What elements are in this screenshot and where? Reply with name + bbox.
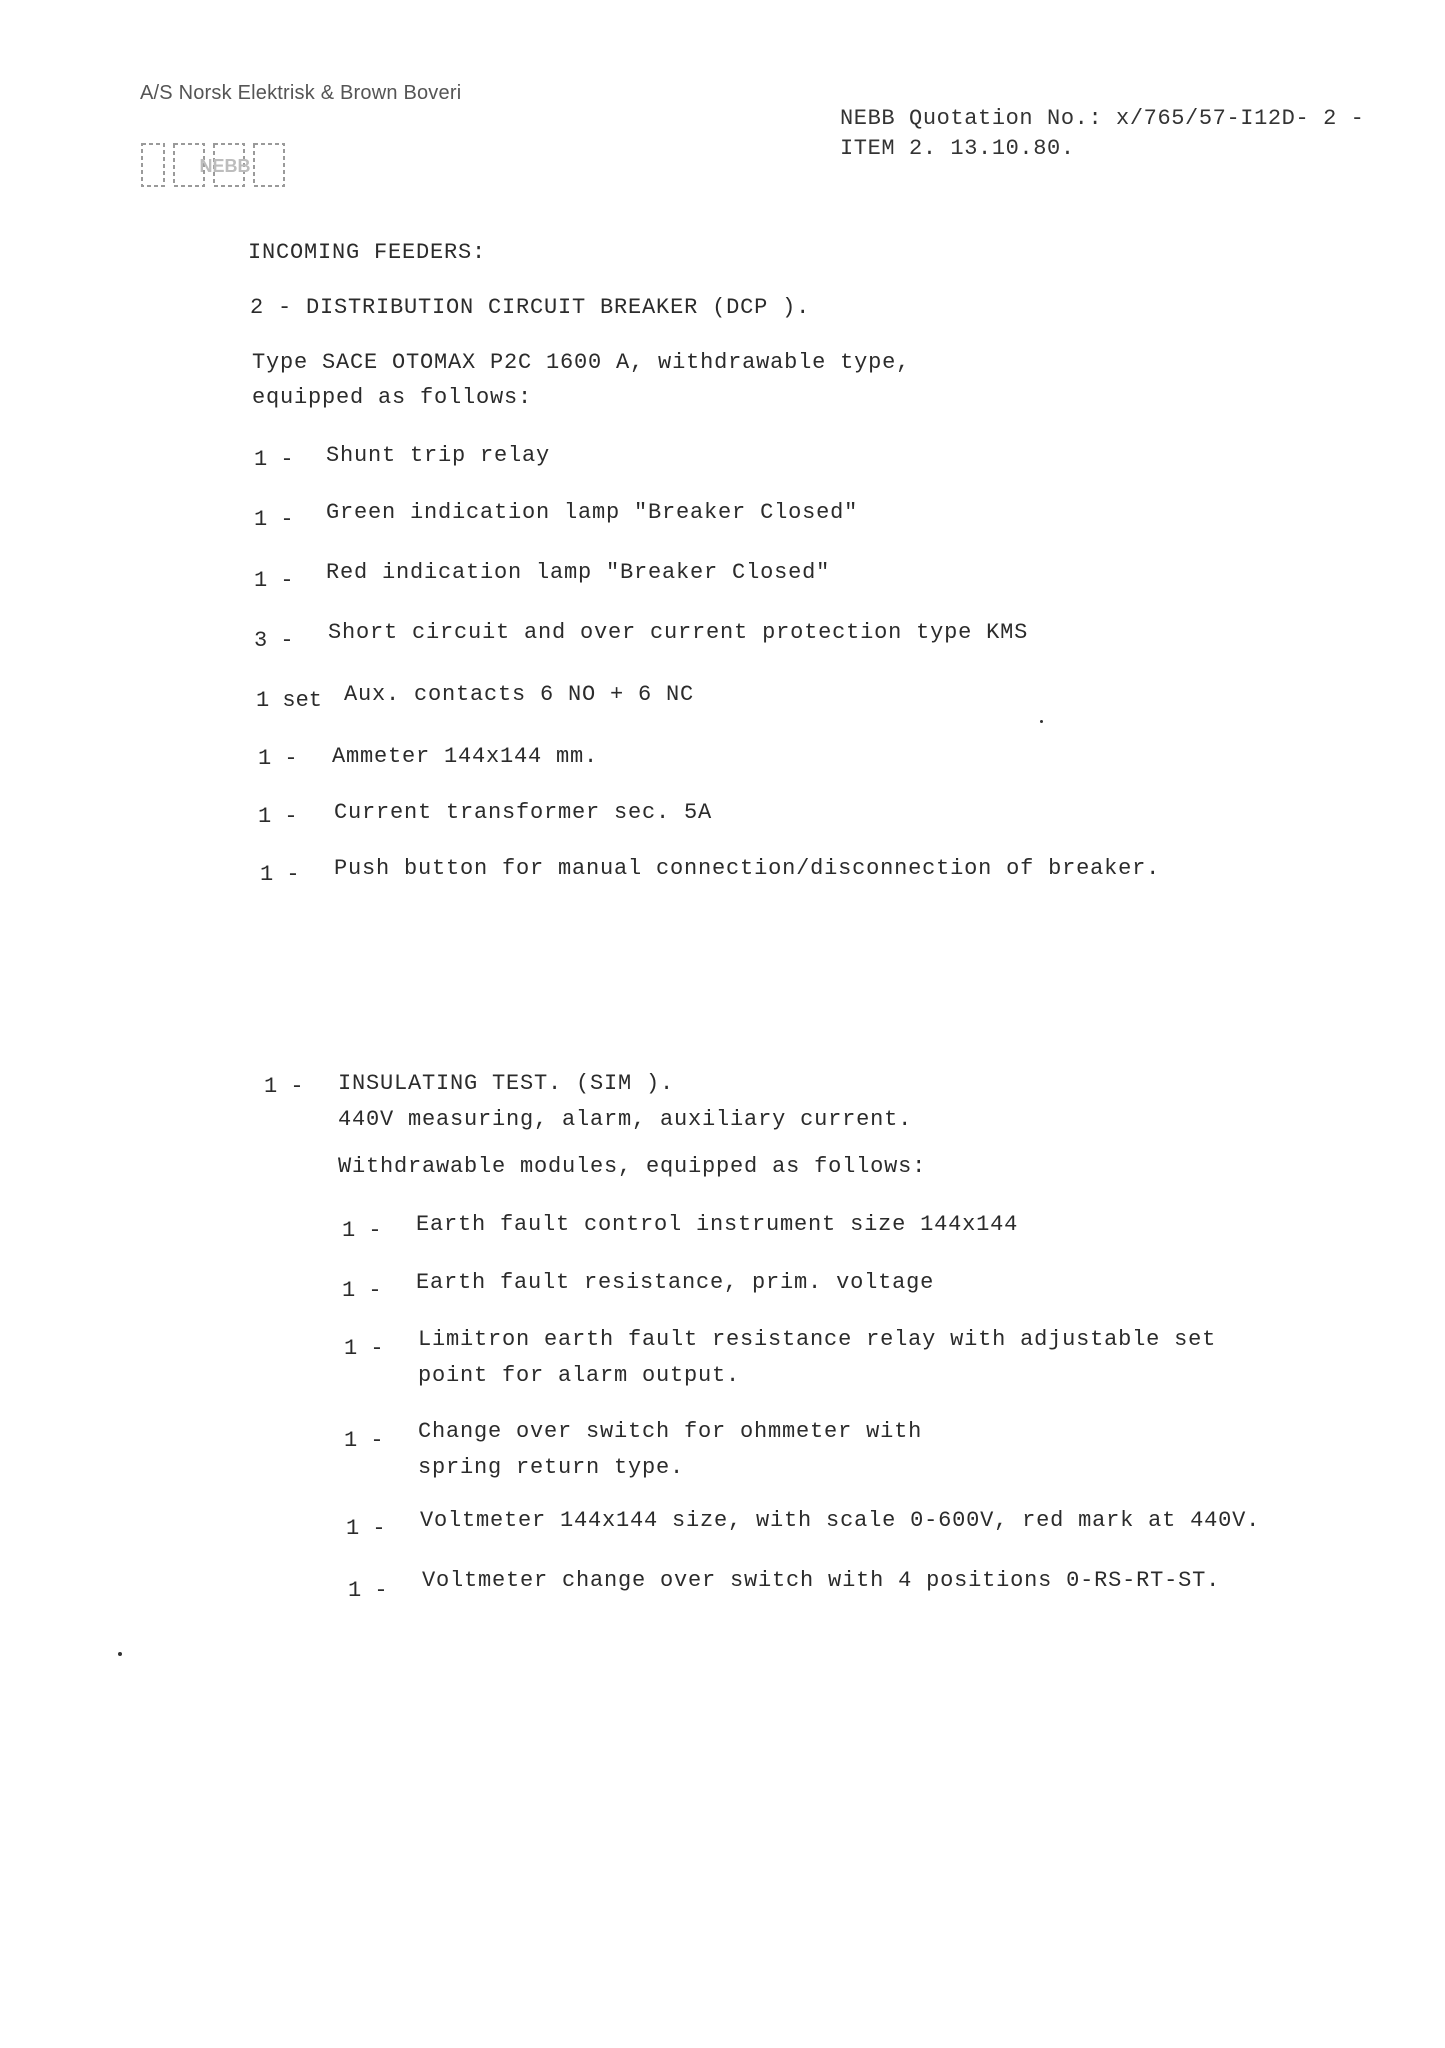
item-qty: 1 set [256, 688, 323, 713]
item-text: Earth fault resistance, prim. voltage [416, 1270, 935, 1295]
item-qty: 1 - [348, 1578, 388, 1603]
item-text: Ammeter 144x144 mm. [332, 744, 599, 769]
item-qty: 1 - [260, 862, 300, 887]
item-text: Change over switch for ohmmeter with [418, 1419, 923, 1444]
item-qty: 1 - [254, 507, 294, 532]
item-text-continued: spring return type. [418, 1455, 685, 1480]
company-name: A/S Norsk Elektrisk & Brown Boveri [140, 82, 462, 104]
item-qty: 1 - [342, 1278, 382, 1303]
item-text-block [418, 1322, 1216, 1394]
item-qty: 1 - [254, 447, 294, 472]
item-qty: 1 - [344, 1428, 384, 1453]
modules-intro: Withdrawable modules, equipped as follows: [338, 1154, 927, 1179]
item-text: Red indication lamp "Breaker Closed" [326, 560, 831, 585]
item-text: Limitron earth fault resistance relay with adjustable set [418, 1327, 1217, 1352]
scan-speck [118, 1652, 122, 1656]
item-qty: 1 - [346, 1516, 386, 1541]
item-qty: 1 - [342, 1218, 382, 1243]
section-qty: 1 - [264, 1074, 304, 1099]
item-text: Green indication lamp "Breaker Closed" [326, 500, 859, 525]
type-line-1: Type SACE OTOMAX P2C 1600 A, withdrawable type, [252, 350, 911, 375]
type-line-2: equipped as follows: [252, 385, 533, 410]
item-text: Voltmeter 144x144 size, with scale 0-600V, red mark at 440V. [420, 1508, 1261, 1533]
item-qty: 3 - [254, 628, 294, 653]
item-text-block [418, 1414, 922, 1486]
item-text: Shunt trip relay [326, 443, 551, 468]
item-qty: 1 - [254, 568, 294, 593]
item-qty: 1 - [258, 746, 298, 771]
svg-text:NEBB: NEBB [199, 156, 251, 176]
item-text-continued: point for alarm output. [418, 1363, 741, 1388]
item-date: ITEM 2. 13.10.80. [840, 136, 1075, 161]
item-text: Earth fault control instrument size 144x144 [416, 1212, 1019, 1237]
item-qty: 1 - [258, 804, 298, 829]
scan-speck [1040, 720, 1043, 723]
company-logo [140, 140, 310, 190]
item-text: Current transformer sec. 5A [334, 800, 713, 825]
quotation-header [840, 104, 1364, 164]
section-heading: INCOMING FEEDERS: [248, 240, 487, 265]
item-text: Push button for manual connection/disconnection of breaker. [334, 856, 1161, 881]
breaker-heading: 2 - DISTRIBUTION CIRCUIT BREAKER (DCP ). [250, 295, 811, 320]
insulating-test-subtitle: 440V measuring, alarm, auxiliary current. [338, 1107, 913, 1132]
item-text: Voltmeter change over switch with 4 positions 0-RS-RT-ST. [422, 1568, 1221, 1593]
quotation-number: NEBB Quotation No.: x/765/57-I12D- 2 - [840, 106, 1365, 131]
item-qty: 1 - [344, 1336, 384, 1361]
item-text: Short circuit and over current protection type KMS [328, 620, 1029, 645]
insulating-test-heading [338, 1066, 912, 1138]
insulating-test-title: INSULATING TEST. (SIM ). [338, 1071, 675, 1096]
item-text: Aux. contacts 6 NO + 6 NC [344, 682, 695, 707]
